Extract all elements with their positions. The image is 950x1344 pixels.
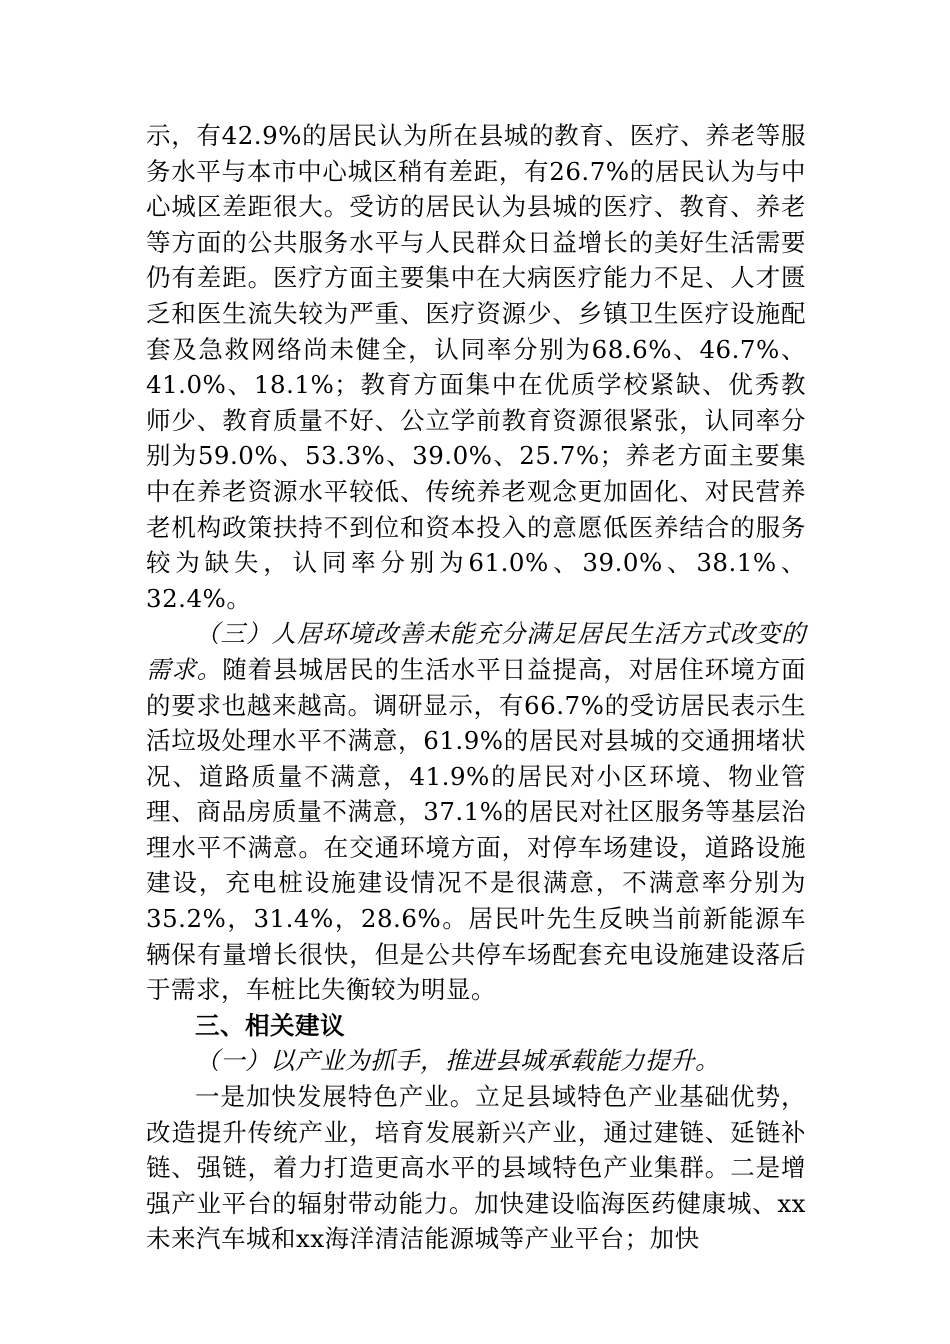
subsection-heading-industry: （一）以产业为抓手，推进县城承载能力提升。 <box>195 1046 720 1076</box>
paragraph-living-environment-body: 随着县城居民的生活水平日益提高，对居住环境方面的要求也越来越高。调研显示，有66.7%的受访居民表示生活垃圾处理水平不满意，61.9%的居民对县城的交通拥堵状况、道路质量不满意，41.9%的居民对小区环境、物业管理、商品房质量不满意，37.1%的居民对社区服务等基层治理水平不满意。在交通环境方面，对停车场建设，道路设施建设，充电桩设施建设情况不是很满意，不满意率分别为35.2%，31.4%，28.6%。居民叶先生反映当前新能源车辆保有量增长很快，但是公共停车场配套充电设施建设落后于需求，车桩比失衡较为明显。 <box>146 654 807 1005</box>
document-body <box>146 118 806 1257</box>
paragraph-living-environment <box>146 616 806 1008</box>
paragraph-public-services: 示，有42.9%的居民认为所在县城的教育、医疗、养老等服务水平与本市中心城区稍有差距，有26.7%的居民认为与中心城区差距很大。受访的居民认为县城的医疗、教育、养老等方面的公共服务水平与人民群众日益增长的美好生活需要仍有差距。医疗方面主要集中在大病医疗能力不足、人才匮乏和医生流失较为严重、医疗资源少、乡镇卫生医疗设施配套及急救网络尚未健全，认同率分别为68.6%、46.7%、41.0%、18.1%；教育方面集中在优质学校紧缺、优秀教师少、教育质量不好、公立学前教育资源很紧张，认同率分别为59.0%、53.3%、39.0%、25.7%；养老方面主要集中在养老资源水平较低、传统养老观念更加固化、对民营养老机构政策扶持不到位和资本投入的意愿低医养结合的服务较为缺失，认同率分别为61.0%、39.0%、38.1%、32.4%。 <box>146 121 806 613</box>
paragraph-industry-measures: 一是加快发展特色产业。立足县域特色产业基础优势，改造提升传统产业，培育发展新兴产业，通过建链、延链补链、强链，着力打造更高水平的县域特色产业集群。二是增强产业平台的辐射带动能力。加快建设临海医药健康城、xx未来汽车城和xx海洋清洁能源城等产业平台；加快 <box>146 1082 806 1254</box>
section-title-suggestions: 三、相关建议 <box>195 1010 345 1040</box>
section-heading-living-environment: （三）人居环境改善未能充分满足居民生活方式改变的需求。 <box>146 619 806 684</box>
